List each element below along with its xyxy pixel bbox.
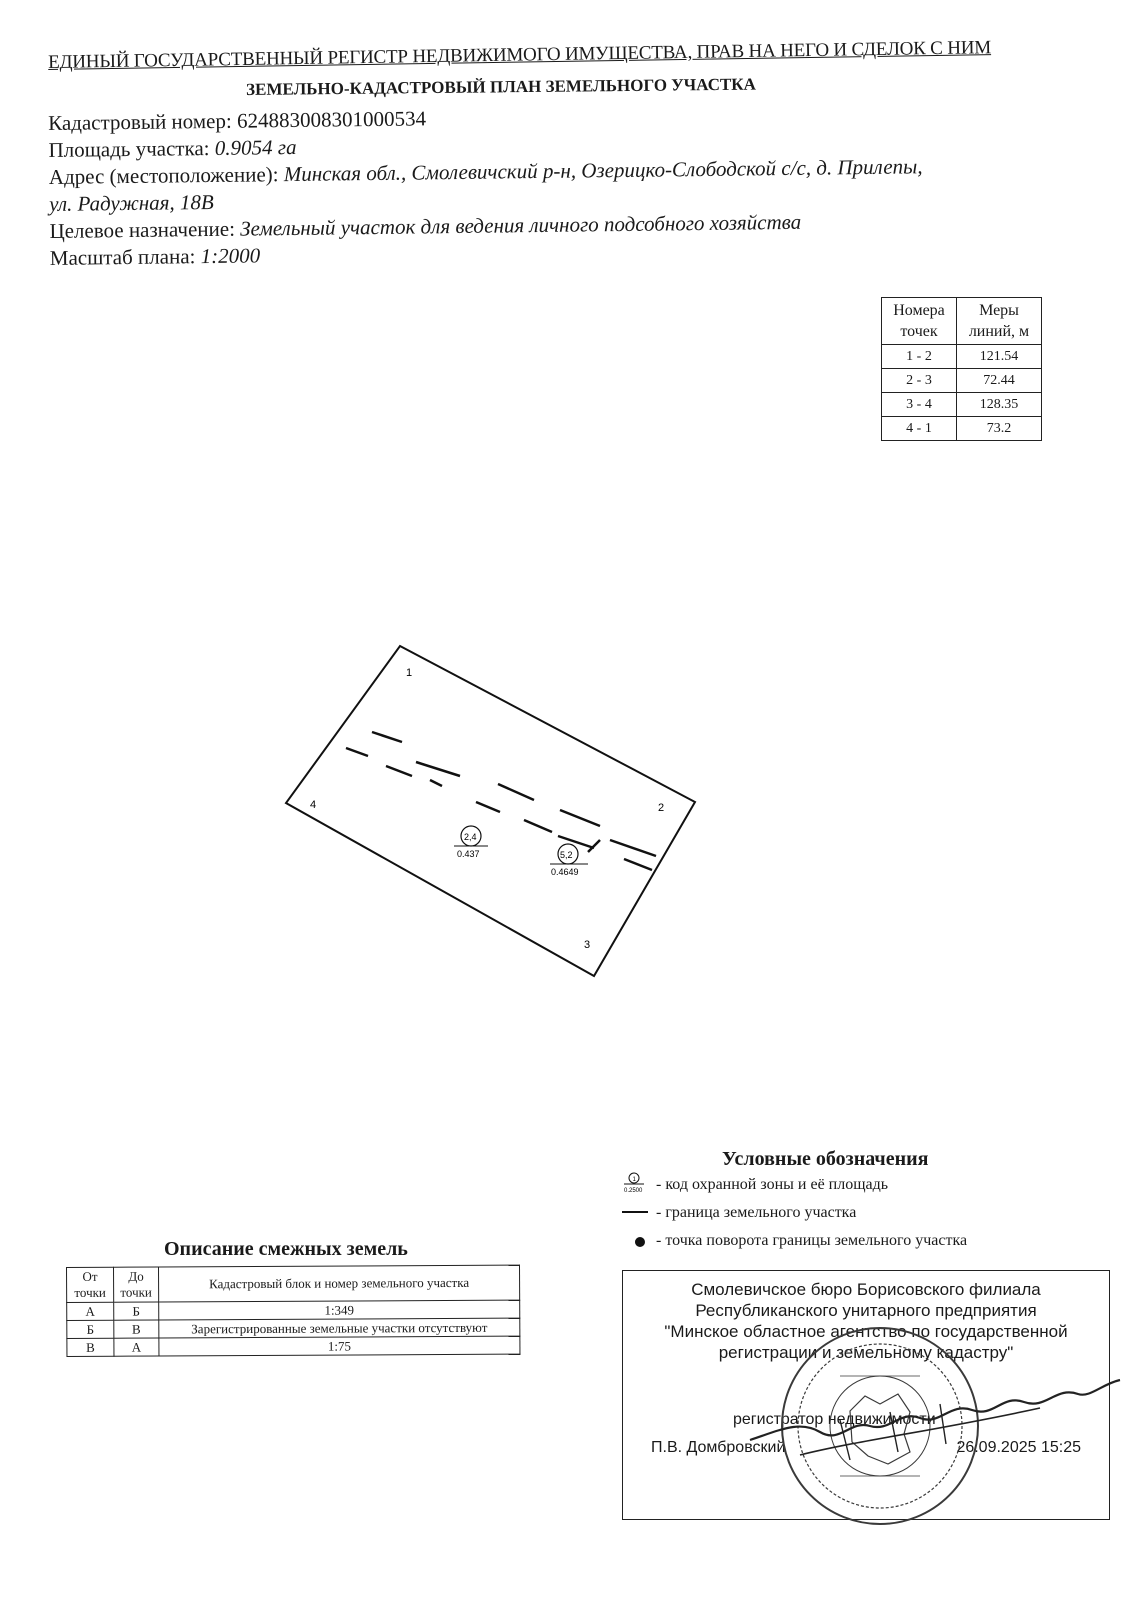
length-cell: 121.54 [957,345,1042,369]
from-cell: Б [67,1320,114,1338]
points-header-line2: точек [900,323,938,340]
legend-sample-code: 1 [632,1177,636,1183]
legend-boundary-text: - граница земельного участка [656,1204,857,1221]
legend-sample-area: 0.2500 [624,1188,643,1194]
points-cell: 4 - 1 [882,417,957,441]
table-row [67,1336,520,1356]
from-header-line2: точки [74,1284,106,1300]
legend-point-text: - точка поворота границы земельного участка [656,1232,968,1249]
points-header-line1: Номера [893,302,945,319]
from-header [67,1267,114,1302]
length-cell: 73.2 [957,417,1042,441]
zone-marker-2 [550,844,588,877]
to-cell: А [114,1338,159,1356]
zone-area: 0.437 [457,849,480,859]
length-cell: 72.44 [957,369,1042,393]
address-label: Адрес (местоположение): [48,162,279,189]
org-line-1: Смолевичское бюро Борисовского филиала [691,1280,1041,1299]
lengths-header-line1: Меры [979,302,1019,319]
boundary-line-icon [612,1200,652,1228]
line-measures-table [881,297,1042,441]
points-cell: 1 - 2 [882,345,957,369]
adjacent-lands-title: Описание смежных земель [164,1238,408,1260]
point-label-4: 4 [310,799,317,811]
lengths-header-line2: линий, м [968,323,1030,340]
zone-code-icon [612,1172,652,1200]
plot-boundary [286,646,695,976]
area-label: Площадь участка: [48,136,210,162]
turning-point-icon [612,1228,652,1256]
length-cell: 128.35 [957,393,1042,417]
description-header: Кадастровый блок и номер земельного участка [159,1265,520,1302]
to-header [114,1267,159,1302]
table-row [882,393,1042,417]
to-header-line2: точки [120,1284,152,1300]
points-cell: 2 - 3 [882,369,957,393]
scale-value: 1:2000 [200,243,261,269]
adjacent-lands-table [66,1265,520,1357]
line-measures-header [882,298,1042,345]
address-value-line1: Минская обл., Смолевичский р-н, Озерицко-Слободской с/с, д. Прилепы, [283,154,923,187]
registrar-position: регистратор недвижимости [733,1411,936,1428]
to-cell: В [114,1320,159,1338]
org-line-3: "Минское областное агентство по государственной [664,1322,1068,1341]
from-header-line1: От [82,1268,98,1284]
zone-code: 2,4 [464,832,477,842]
table-row [882,417,1042,441]
org-line-2: Республиканского унитарного предприятия [695,1301,1037,1320]
handwritten-signature [740,1360,1130,1480]
to-header-line1: До [128,1268,144,1284]
table-row [67,1318,520,1338]
legend-title: Условные обозначения [722,1148,929,1170]
point-label-2: 2 [658,802,665,814]
scale-label: Масштаб плана: [49,244,196,270]
org-line-4: регистрации и земельному кадастру" [718,1343,1014,1362]
description-cell: Зарегистрированные земельные участки отсутствуют [159,1318,520,1338]
description-cell: 1:349 [159,1300,520,1320]
from-cell: В [67,1338,114,1356]
purpose-label: Целевое назначение: [49,216,236,243]
point-label-3: 3 [584,939,591,951]
point-label-1: 1 [406,667,413,679]
from-cell: А [67,1302,114,1320]
plot-info [48,98,1070,272]
registrar-name: П.В. Домбровский [651,1439,786,1456]
legend-zone-text: - код охранной зоны и её площадь [656,1176,889,1193]
signature-datetime: 26.09.2025 15:25 [956,1439,1081,1456]
plot-plan-drawing [270,630,710,980]
to-cell: Б [114,1302,159,1320]
table-row [67,1300,520,1320]
points-header [882,298,957,345]
cadastral-number-value: 624883008301000534 [236,106,427,133]
purpose-value: Земельный участок для ведения личного подсобного хозяйства [240,209,802,241]
description-cell: 1:75 [159,1336,520,1356]
zone-code: 5,2 [560,850,573,860]
table-row [882,369,1042,393]
register-title: ЕДИНЫЙ ГОСУДАРСТВЕННЫЙ РЕГИСТР НЕДВИЖИМОГО ИМУЩЕСТВА, ПРАВ НА НЕГО И СДЕЛОК С НИМ [48,37,992,73]
zone-marker-1 [454,826,488,859]
table-row [882,345,1042,369]
cadastral-number-label: Кадастровый номер: [48,108,232,135]
area-value: 0.9054 га [214,134,297,160]
plan-title: ЗЕМЕЛЬНО-КАДАСТРОВЫЙ ПЛАН ЗЕМЕЛЬНОГО УЧАСТКА [246,74,756,99]
protection-zone-dashes [346,732,656,870]
points-cell: 3 - 4 [882,393,957,417]
adjacent-header [67,1265,520,1302]
lengths-header [957,298,1042,345]
zone-area: 0.4649 [551,867,579,877]
address-value-line2: ул. Радужная, 18В [49,189,214,216]
